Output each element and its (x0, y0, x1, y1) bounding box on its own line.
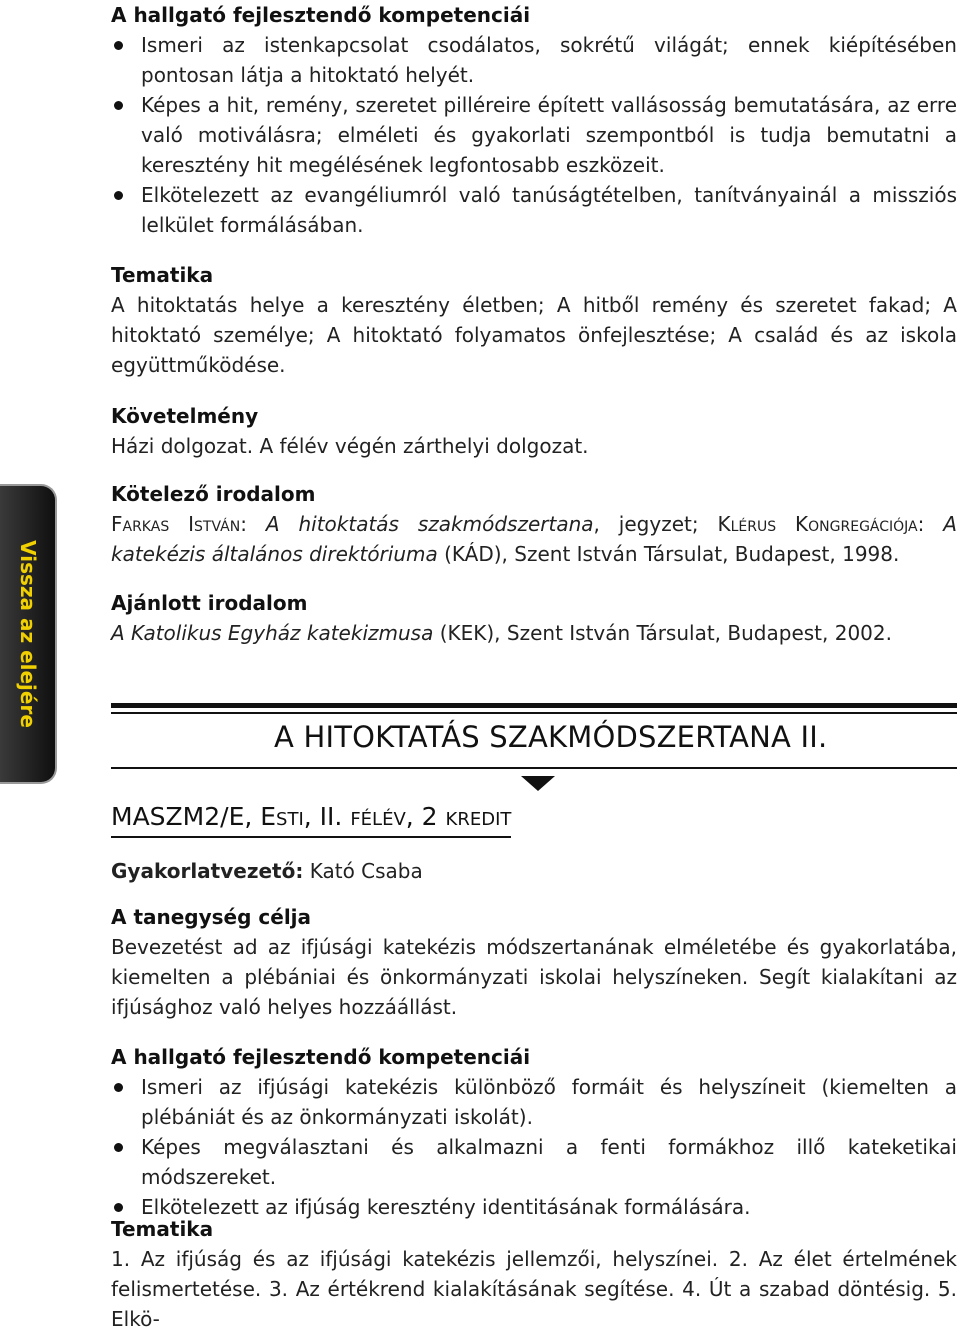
divider-thin (111, 712, 957, 714)
book-title: A katekézis általános direktóriuma (111, 512, 957, 566)
goal-text: Bevezetést ad az ifjúsági katekézis módszertanának elméletébe és gyakorlatába, kiemelten a plébániai és önkormányzati iskolai helyszíneken. Segít kialakítani az ifjúsághoz való helyes hozzáállást. (111, 935, 957, 1019)
section1-kovetelmeny (111, 401, 957, 461)
kotelezo-text (111, 509, 957, 569)
citation-text: (KEK), Szent István Társulat, Budapest, 2002. (433, 621, 892, 645)
book-title: A hitoktatás szakmódszertana (265, 512, 594, 536)
tematika-text: A hitoktatás helye a keresztény életben; A hitből remény és szeretet fakad; A hitoktató személye; A hitoktató folyamatos önfejlesztése; A család és az iskola együttműködése. (111, 293, 957, 377)
author-name: Farkas István: (111, 512, 247, 536)
ajanlott-heading: Ajánlott irodalom (111, 591, 308, 615)
citation-text: (KÁD), Szent István Társulat, Budapest, 1998. (437, 542, 900, 566)
competencies-list (111, 1072, 957, 1222)
instructor (111, 856, 957, 886)
kotelezo-heading: Kötelező irodalom (111, 482, 316, 506)
section2-goal (111, 902, 957, 1022)
tematika-heading: Tematika (111, 263, 214, 287)
list-item: Elkötelezett az evangéliumról való tanúságtételben, tanítványainál a missziós lelkület formálásában. (111, 180, 957, 240)
list-item: Elkötelezett az ifjúság keresztény identitásának formálására. (111, 1192, 957, 1222)
author-name: Klérus Kongregációja: (717, 512, 925, 536)
triangle-down-icon (521, 776, 555, 791)
section1-competencies (111, 0, 957, 240)
list-item: Ismeri az ifjúsági katekézis különböző formáit és helyszíneit (kiemelten a plébániát és az önkormányzati iskolát). (111, 1072, 957, 1132)
list-item: Képes a hit, remény, szeretet pilléreire épített vallásosság bemutatására, az erre való motiválásra; elméleti és gyakorlati szempontból is tudja bemutatni a keresztény hit megélésének legfontosabb eszközeit. (111, 90, 957, 180)
list-item: Ismeri az istenkapcsolat csodálatos, sokrétű világát; ennek kiépítésében pontosan látja a hitoktató helyét. (111, 30, 957, 90)
citation-text: , jegyzet; (593, 512, 718, 536)
instructor-label: Gyakorlatvezető: (111, 859, 304, 883)
kovetelmeny-text: Házi dolgozat. A félév végén zárthelyi dolgozat. (111, 434, 589, 458)
back-to-top-label: Vissza az elejére (15, 540, 40, 728)
divider-thick (111, 703, 957, 708)
book-title: A Katolikus Egyház katekizmusa (111, 621, 434, 645)
kovetelmeny-heading: Követelmény (111, 404, 259, 428)
competencies-heading: A hallgató fejlesztendő kompetenciái (111, 3, 531, 27)
tematika-text: 1. Az ifjúság és az ifjúsági katekézis jellemzői, helyszínei. 2. Az élet értelmének felismertetése. 3. Az értékrend kialakításának segítése. 4. Út a szabad döntésig. 5. Elkö- (111, 1247, 957, 1331)
goal-heading: A tanegység célja (111, 905, 312, 929)
competencies-heading: A hallgató fejlesztendő kompetenciái (111, 1045, 531, 1069)
list-item: Képes megválasztani és alkalmazni a fenti formákhoz illő kateketikai módszereket. (111, 1132, 957, 1192)
instructor-name: Kató Csaba (303, 859, 423, 883)
section2-tematika (111, 1214, 957, 1334)
course-code-main: MASZM2/E, Esti, II. (111, 802, 343, 831)
tematika-heading: Tematika (111, 1217, 214, 1241)
divider-bottom (111, 767, 957, 769)
competencies-list (111, 30, 957, 240)
section1-ajanlott (111, 588, 957, 648)
course-semester: félév (350, 802, 406, 831)
course-credit: kredit (445, 802, 512, 831)
course-code (111, 800, 511, 838)
course-title: A HITOKTATÁS SZAKMÓDSZERTANA II. (274, 720, 828, 754)
section2-competencies (111, 1042, 957, 1222)
ajanlott-text (111, 618, 957, 648)
section1-kotelezo (111, 479, 957, 569)
back-to-top-tab[interactable] (0, 484, 57, 784)
course-code-sep: , 2 (405, 802, 446, 831)
section1-tematika (111, 260, 957, 380)
